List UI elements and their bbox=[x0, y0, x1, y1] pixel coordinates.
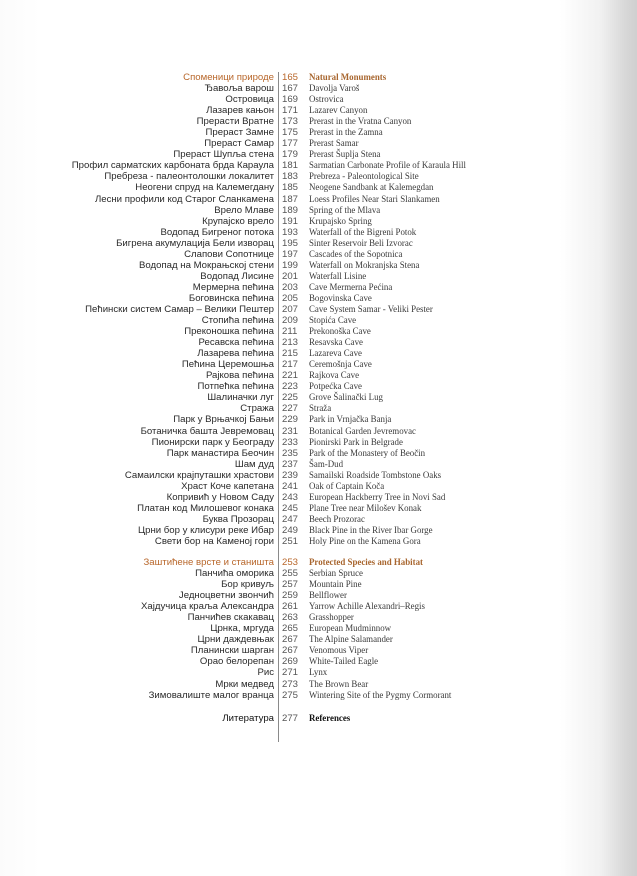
serbian-title: Храст Коче капетана bbox=[181, 480, 274, 492]
page-number: 265 bbox=[282, 623, 299, 635]
serbian-title: Пребреза - палеонтолошки локалитет bbox=[104, 171, 274, 183]
toc-entry bbox=[0, 601, 637, 612]
english-title: Prebreza - Paleontological Site bbox=[309, 171, 419, 182]
serbian-title: Литература bbox=[222, 712, 274, 724]
serbian-title: Крупајско врело bbox=[202, 215, 274, 227]
page-number: 167 bbox=[282, 83, 299, 95]
toc-entry bbox=[0, 194, 637, 205]
toc-entry bbox=[0, 612, 637, 623]
toc-entry bbox=[0, 293, 637, 304]
page-number: 191 bbox=[282, 215, 299, 227]
serbian-title: Платан код Милошевог конака bbox=[137, 502, 274, 514]
toc-entry bbox=[0, 679, 637, 690]
page-number: 223 bbox=[282, 381, 299, 393]
english-title: Park of the Monastery of Beočin bbox=[309, 447, 426, 458]
toc-entry bbox=[0, 249, 637, 260]
page-number: 165 bbox=[282, 72, 299, 83]
english-title: Bellflower bbox=[309, 590, 347, 601]
toc-entry bbox=[0, 182, 637, 193]
english-title: References bbox=[309, 712, 351, 723]
toc-entry bbox=[0, 116, 637, 127]
english-title: Stopića Cave bbox=[309, 315, 357, 326]
toc-entry bbox=[0, 282, 637, 293]
toc-entry bbox=[0, 238, 637, 249]
toc-entry bbox=[0, 160, 637, 171]
english-title: Wintering Site of the Pygmy Cormorant bbox=[309, 689, 452, 700]
page-number: 257 bbox=[282, 579, 299, 591]
english-title: Krupajsko Spring bbox=[309, 215, 372, 226]
serbian-title: Бор кривуљ bbox=[221, 579, 274, 591]
english-title: Pionirski Park in Belgrade bbox=[309, 436, 403, 447]
serbian-title: Прераст Самар bbox=[204, 138, 274, 150]
serbian-title: Црнка, мргуда bbox=[210, 623, 274, 635]
serbian-title: Копривић у Новом Саду bbox=[166, 491, 274, 503]
english-title: Prekonoška Cave bbox=[309, 326, 371, 337]
page-number: 185 bbox=[282, 182, 299, 194]
page-number: 207 bbox=[282, 303, 299, 315]
page-number: 193 bbox=[282, 226, 299, 238]
english-title: White-Tailed Eagle bbox=[309, 656, 379, 667]
serbian-title: Шалиначки луг bbox=[207, 392, 274, 404]
toc-entry bbox=[0, 337, 637, 348]
english-title: Prerast in the Vratna Canyon bbox=[309, 116, 412, 127]
english-title: Park in Vrnjačka Banja bbox=[309, 414, 392, 425]
toc-entry bbox=[0, 667, 637, 678]
english-title: Natural Monuments bbox=[309, 72, 387, 82]
english-title: Mountain Pine bbox=[309, 579, 362, 590]
toc-entry bbox=[0, 403, 637, 414]
table-of-contents bbox=[0, 72, 637, 724]
page-number: 189 bbox=[282, 204, 299, 216]
english-title: Prerast Samar bbox=[309, 138, 359, 149]
toc-entry bbox=[0, 656, 637, 667]
page-number: 187 bbox=[282, 193, 299, 205]
serbian-title: Мермерна пећина bbox=[192, 281, 274, 293]
english-title: Protected Species and Habitat bbox=[309, 557, 423, 568]
serbian-title: Споменици природе bbox=[183, 72, 274, 83]
page-number: 209 bbox=[282, 315, 299, 327]
serbian-title: Парк манастира Беочин bbox=[166, 447, 274, 459]
toc-entry bbox=[0, 525, 637, 536]
toc-entry bbox=[0, 127, 637, 138]
serbian-title: Буква Прозорац bbox=[202, 513, 274, 525]
english-title: European Hackberry Tree in Novi Sad bbox=[309, 491, 446, 502]
english-title: Holy Pine on the Kamena Gora bbox=[309, 535, 421, 546]
page-number: 183 bbox=[282, 171, 299, 183]
serbian-title: Ресавска пећина bbox=[198, 337, 274, 349]
english-title: European Mudminnow bbox=[309, 623, 392, 634]
english-title: Bogovinska Cave bbox=[309, 292, 372, 303]
page-number: 277 bbox=[282, 712, 299, 724]
toc-entry bbox=[0, 448, 637, 459]
toc-entry bbox=[0, 315, 637, 326]
serbian-title: Потпећка пећина bbox=[197, 381, 274, 393]
page-number: 203 bbox=[282, 281, 299, 293]
toc-entry bbox=[0, 304, 637, 315]
english-title: Lazarev Canyon bbox=[309, 105, 368, 116]
english-title: Lazareva Cave bbox=[309, 348, 362, 359]
toc-entry bbox=[0, 105, 637, 116]
page-number: 233 bbox=[282, 436, 299, 448]
toc-entry bbox=[0, 216, 637, 227]
page-number: 267 bbox=[282, 634, 299, 646]
serbian-title: Бигрена акумулација Бели изворац bbox=[116, 237, 274, 249]
serbian-title: Једноцветни звончић bbox=[178, 590, 274, 602]
english-title: Lynx bbox=[309, 667, 328, 678]
english-title: Prerast in the Zamna bbox=[309, 127, 383, 138]
serbian-title: Пећина Церемошња bbox=[181, 359, 274, 371]
serbian-title: Самаилски крајпуташки храстови bbox=[124, 469, 274, 481]
toc-entry bbox=[0, 392, 637, 403]
serbian-title: Слапови Сопотнице bbox=[184, 248, 274, 260]
page-number: 267 bbox=[282, 645, 299, 657]
serbian-title: Неогени спруд на Калемегдану bbox=[135, 182, 274, 194]
toc-entry bbox=[0, 260, 637, 271]
serbian-title: Преконошка пећина bbox=[184, 326, 274, 338]
serbian-title: Прерасти Вратне bbox=[196, 116, 274, 128]
toc-entry bbox=[0, 171, 637, 182]
toc-entry bbox=[0, 271, 637, 282]
toc-entry bbox=[0, 459, 637, 470]
serbian-title: Ђавоља варош bbox=[204, 83, 274, 95]
page-number: 171 bbox=[282, 105, 299, 117]
page-number: 259 bbox=[282, 590, 299, 602]
english-title: Plane Tree near Milošev Konak bbox=[309, 502, 422, 513]
serbian-title: Шам дуд bbox=[234, 458, 274, 470]
serbian-title: Парк у Врњачкој Бањи bbox=[173, 414, 274, 426]
toc-entry bbox=[0, 205, 637, 216]
english-title: Yarrow Achille Alexandri–Regis bbox=[309, 601, 425, 612]
serbian-title: Стража bbox=[240, 403, 274, 415]
english-title: Rajkova Cave bbox=[309, 370, 360, 381]
english-title: Grasshopper bbox=[309, 612, 354, 623]
toc-entry bbox=[0, 568, 637, 579]
page-number: 217 bbox=[282, 359, 299, 371]
serbian-title: Боговинска пећина bbox=[188, 292, 274, 304]
english-title: Oak of Captain Koča bbox=[309, 480, 385, 491]
toc-entry bbox=[0, 514, 637, 525]
english-title: Cascades of the Sopotnica bbox=[309, 248, 403, 259]
serbian-title: Лазарева пећина bbox=[197, 348, 274, 360]
toc-entry bbox=[0, 94, 637, 105]
toc-entry bbox=[0, 536, 637, 547]
serbian-title: Панчићев скакавац bbox=[187, 612, 274, 624]
serbian-title: Црни даждевњак bbox=[197, 634, 274, 646]
english-title: Venomous Viper bbox=[309, 645, 369, 656]
serbian-title: Лесни профили код Старог Сланкамена bbox=[94, 193, 274, 205]
serbian-title: Ботаничка башта Јевремовац bbox=[140, 425, 274, 437]
english-title: Potpećka Cave bbox=[309, 381, 362, 392]
page-number: 221 bbox=[282, 370, 299, 382]
page-number: 255 bbox=[282, 568, 299, 580]
page-number: 241 bbox=[282, 480, 299, 492]
page-number: 175 bbox=[282, 127, 299, 139]
english-title: Ostrovica bbox=[309, 94, 344, 105]
page-number: 245 bbox=[282, 502, 299, 514]
serbian-title: Хајдучица краља Александра bbox=[140, 601, 274, 613]
english-title: The Alpine Salamander bbox=[309, 634, 393, 645]
english-title: Sinter Reservoir Beli Izvorac bbox=[309, 237, 413, 248]
toc-entry bbox=[0, 348, 637, 359]
page-number: 213 bbox=[282, 337, 299, 349]
toc-entry bbox=[0, 227, 637, 238]
section-heading bbox=[0, 72, 637, 83]
serbian-title: Панчића оморика bbox=[195, 568, 274, 580]
english-title: Beech Prozorac bbox=[309, 513, 365, 524]
english-title: Cave Mermerna Pećina bbox=[309, 281, 393, 292]
page-number: 239 bbox=[282, 469, 299, 481]
toc-entry bbox=[0, 149, 637, 160]
page-number: 249 bbox=[282, 524, 299, 536]
references-entry bbox=[0, 713, 637, 724]
toc-entry bbox=[0, 414, 637, 425]
english-title: Ceremošnja Cave bbox=[309, 359, 372, 370]
page-number: 181 bbox=[282, 160, 299, 172]
english-title: Waterfall of the Bigreni Potok bbox=[309, 226, 417, 237]
toc-entry bbox=[0, 83, 637, 94]
english-title: The Brown Bear bbox=[309, 678, 369, 689]
toc-entry bbox=[0, 492, 637, 503]
page-number: 195 bbox=[282, 237, 299, 249]
english-title: Cave System Samar - Veliki Pester bbox=[309, 303, 433, 314]
serbian-title: Зимовалиште малог вранца bbox=[148, 689, 274, 701]
serbian-title: Свети бор на Каменој гори bbox=[154, 535, 274, 547]
page-number: 263 bbox=[282, 612, 299, 624]
page-number: 215 bbox=[282, 348, 299, 360]
serbian-title: Стопића пећина bbox=[201, 315, 274, 327]
toc-entry bbox=[0, 138, 637, 149]
toc-entry bbox=[0, 359, 637, 370]
serbian-title: Црни бор у клисури реке Ибар bbox=[138, 524, 274, 536]
english-title: Davolja Varoš bbox=[309, 83, 360, 94]
serbian-title: Планински шарган bbox=[190, 645, 274, 657]
english-title: Prerast Šuplja Stena bbox=[309, 149, 381, 160]
toc-entry bbox=[0, 437, 637, 448]
english-title: Šam-Dud bbox=[309, 458, 344, 469]
page-number: 271 bbox=[282, 667, 299, 679]
page-number: 253 bbox=[282, 557, 299, 569]
serbian-title: Врело Млаве bbox=[214, 204, 274, 216]
serbian-title: Заштићене врсте и станишта bbox=[143, 557, 274, 569]
serbian-title: Водопад Лисине bbox=[200, 270, 274, 282]
page-number: 269 bbox=[282, 656, 299, 668]
toc-entry bbox=[0, 381, 637, 392]
serbian-title: Прераст Шупља стена bbox=[173, 149, 274, 161]
page-number: 235 bbox=[282, 447, 299, 459]
page-number: 237 bbox=[282, 458, 299, 470]
section-heading bbox=[0, 557, 637, 568]
page-number: 231 bbox=[282, 425, 299, 437]
page-number: 177 bbox=[282, 138, 299, 150]
serbian-title: Водопад на Мокрањској стени bbox=[139, 259, 274, 271]
page-number: 261 bbox=[282, 601, 299, 613]
toc-entry bbox=[0, 470, 637, 481]
english-title: Samailski Roadside Tombstone Oaks bbox=[309, 469, 442, 480]
serbian-title: Прераст Замне bbox=[205, 127, 274, 139]
toc-entry bbox=[0, 690, 637, 701]
serbian-title: Рис bbox=[257, 667, 274, 679]
english-title: Botanical Garden Jevremovac bbox=[309, 425, 416, 436]
serbian-title: Лазарев кањон bbox=[206, 105, 274, 117]
page-number: 225 bbox=[282, 392, 299, 404]
page-number: 251 bbox=[282, 535, 299, 547]
toc-entry bbox=[0, 503, 637, 514]
english-title: Sarmatian Carbonate Profile of Karaula Hill bbox=[309, 160, 466, 171]
serbian-title: Профил сарматских карбоната брда Караула bbox=[71, 160, 274, 172]
serbian-title: Пионирски парк у Београду bbox=[151, 436, 274, 448]
serbian-title: Орао белорепан bbox=[199, 656, 274, 668]
page-number: 211 bbox=[282, 326, 298, 338]
toc-entry bbox=[0, 370, 637, 381]
english-title: Loess Profiles Near Stari Slankamen bbox=[309, 193, 440, 204]
page-number: 229 bbox=[282, 414, 299, 426]
page-number: 273 bbox=[282, 678, 299, 690]
toc-entry bbox=[0, 481, 637, 492]
serbian-title: Островица bbox=[225, 94, 274, 106]
page-number: 201 bbox=[282, 270, 299, 282]
serbian-title: Водопад Бигреног потока bbox=[160, 226, 274, 238]
page-number: 199 bbox=[282, 259, 299, 271]
toc-entry bbox=[0, 634, 637, 645]
english-title: Waterfall on Mokranjska Stena bbox=[309, 259, 420, 270]
page-number: 169 bbox=[282, 94, 299, 106]
serbian-title: Рајкова пећина bbox=[205, 370, 274, 382]
toc-entry bbox=[0, 579, 637, 590]
page-number: 227 bbox=[282, 403, 299, 415]
toc-entry bbox=[0, 590, 637, 601]
page-number: 173 bbox=[282, 116, 299, 128]
serbian-title: Пећински систем Самар – Велики Пештер bbox=[85, 303, 274, 315]
page-number: 205 bbox=[282, 292, 299, 304]
toc-entry bbox=[0, 326, 637, 337]
toc-entry bbox=[0, 645, 637, 656]
serbian-title: Мрки медвед bbox=[215, 678, 274, 690]
english-title: Waterfall Lisine bbox=[309, 270, 367, 281]
page-number: 179 bbox=[282, 149, 299, 161]
page-number: 275 bbox=[282, 689, 299, 701]
page-number: 243 bbox=[282, 491, 299, 503]
toc-entry bbox=[0, 623, 637, 634]
english-title: Resavska Cave bbox=[309, 337, 363, 348]
english-title: Serbian Spruce bbox=[309, 568, 363, 579]
page-number: 247 bbox=[282, 513, 299, 525]
toc-entry bbox=[0, 426, 637, 437]
english-title: Black Pine in the River Ibar Gorge bbox=[309, 524, 433, 535]
english-title: Spring of the Mlava bbox=[309, 204, 381, 215]
page-number: 197 bbox=[282, 248, 299, 260]
english-title: Straža bbox=[309, 403, 332, 414]
english-title: Neogene Sandbank at Kalemegdan bbox=[309, 182, 434, 193]
english-title: Grove Šalinački Lug bbox=[309, 392, 383, 403]
